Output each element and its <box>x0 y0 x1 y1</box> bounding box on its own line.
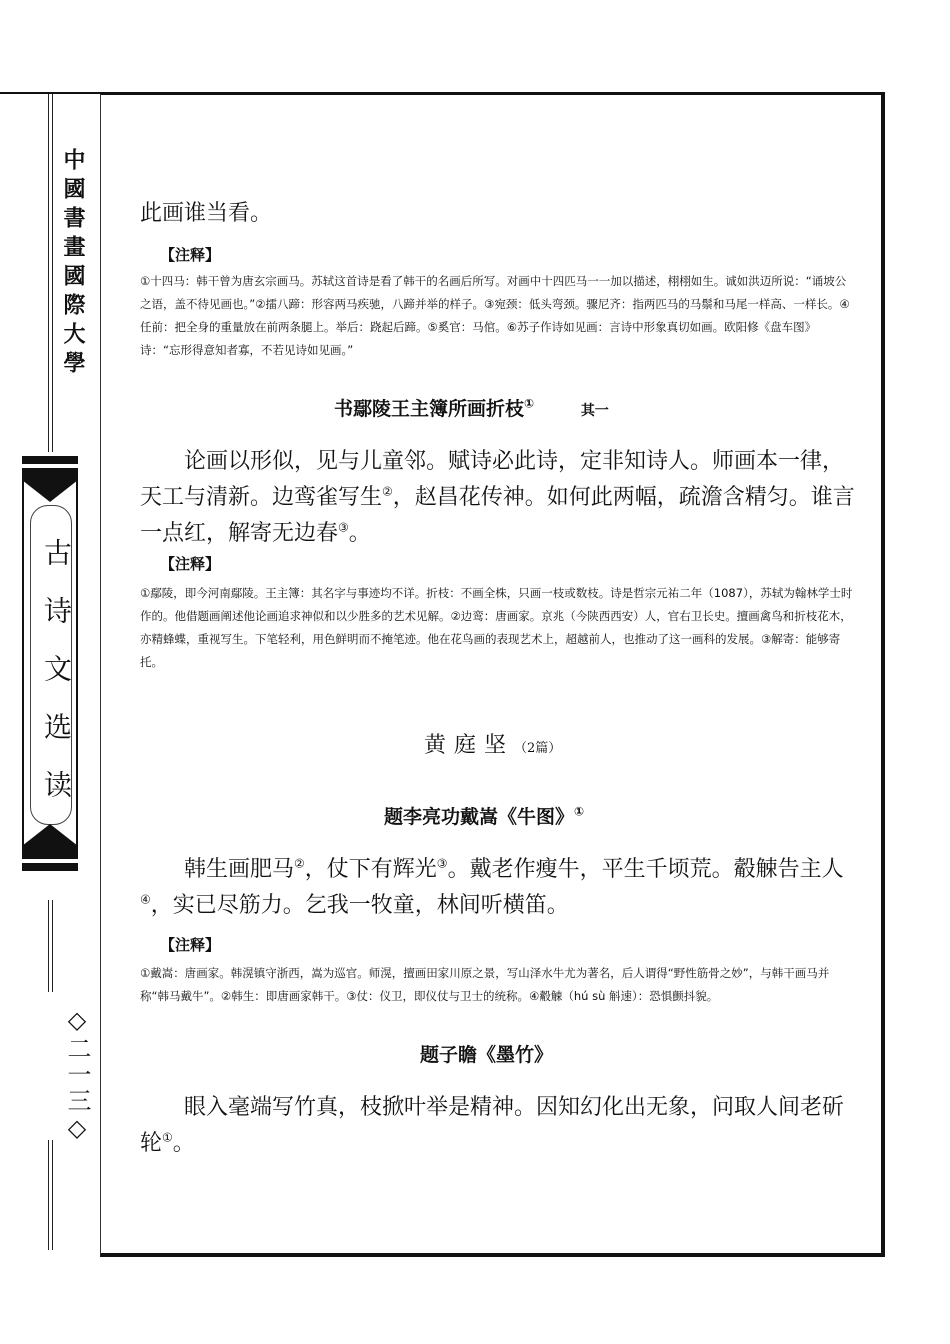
banner-bottom-bar <box>22 863 78 871</box>
banner-bottom-bar <box>22 849 78 859</box>
poem-title-text: 题李亮功戴嵩《牛图》 <box>384 806 575 828</box>
poem-text: ，仗下有辉光 <box>304 857 437 882</box>
note-text: ①戴嵩：唐画家。韩滉镇守浙西，嵩为巡官。师滉，擅画田家川原之景，写山泽水牛尤为著名，后人谓得“野性筋骨之妙”，与韩干画马并称“韩马戴牛”。②韩生：即唐画家韩干。③仗：仪卫，即仪仗与卫士的统称。④觳觫（hú sù 斛速）：恐惧颤抖貌。 <box>140 966 830 1003</box>
footnote-mark: ③ <box>338 520 349 535</box>
page-number: ◇二一三◇ <box>63 1006 91 1144</box>
poem-title <box>334 394 609 421</box>
poem-body <box>140 852 860 924</box>
sidebar-rule-bottom <box>52 1140 53 1250</box>
author-name: 黄庭坚 <box>424 733 515 758</box>
poem-subtitle: 其一 <box>580 403 609 419</box>
poem-text: 韩生画肥马 <box>184 857 295 882</box>
footnote-mark: ③ <box>436 856 448 871</box>
poem-continuation: 此画谁当看。 <box>140 201 273 226</box>
author-heading <box>424 728 561 759</box>
poem-body <box>140 1090 860 1162</box>
poem-text: ，实已尽筋力。乞我一牧童，林间听横笛。 <box>150 893 569 918</box>
poem-title-text: 题子瞻《墨竹》 <box>420 1044 554 1066</box>
sidebar-rule-bottom <box>52 900 53 992</box>
footnote-mark: ① <box>574 804 585 819</box>
banner-top-bar <box>22 456 78 464</box>
footnote-mark: ① <box>524 396 535 411</box>
footnote-mark: ② <box>382 484 393 499</box>
footnote-mark: ① <box>162 1130 173 1145</box>
poem-text: 。 <box>348 521 371 546</box>
note-text: ①十四马：韩干曾为唐玄宗画马。苏轼这首诗是看了韩干的名画后所写。对画中十四匹马一一加以描述，栩栩如生。诚如洪迈所说：“诵坡公之语，盖不待见画也。”②擂八蹄：形容两马疾驰，八蹄并举的样子。③宛颈：低头弯颈。骤尼齐：指两匹马的马鬃和马尾一样高、一样长。④任前：把全身的重量放在前两条腿上。举后：跷起后蹄。⑤奚官：马倌。⑥苏子作诗如见画：言诗中形象真切如画。欧阳修《盘车图》诗：“忘形得意知者寡，不若见诗如见画。” <box>140 274 850 357</box>
poem-title <box>420 1040 553 1067</box>
poem-text: 眼入毫端写竹真，枝掀叶举是精神。因知幻化出无象，问取人间老斫轮 <box>140 1095 845 1156</box>
content-frame <box>100 92 885 1257</box>
footnote-mark: ② <box>294 856 305 871</box>
section-title: 古诗文选读 <box>40 538 73 828</box>
sidebar-rule-top <box>48 92 49 452</box>
author-note: （2篇） <box>514 741 562 756</box>
poem-text: 。 <box>172 1131 195 1156</box>
poem-title <box>384 802 584 829</box>
note-text: ①鄢陵，即今河南鄢陵。王主簿：其名字与事迹均不详。折枝：不画全株，只画一枝或数枝。诗是哲宗元祐二年（1087），苏轼为翰林学士时作的。他借题画阐述他论画追求神似和以少胜多的艺术见解。②边鸾：唐画家。京兆（今陕西西安）人，官右卫长史。擅画禽鸟和折枝花木，亦精蜂蝶，重视写生。下笔轻利，用色鲜明而不掩笔迹。他在花鸟画的表现艺术上，超越前人，也推动了这一画科的发展。③解寄：能够寄托。 <box>140 586 853 669</box>
series-title: 中國書畫國際大學 <box>60 148 86 380</box>
note-heading: 【注释】 <box>160 246 221 264</box>
banner-bottom-cap <box>22 822 78 850</box>
note-heading: 【注释】 <box>160 936 221 954</box>
poem-body <box>140 444 860 552</box>
sidebar-rule-bottom <box>48 900 49 992</box>
sidebar-rule-top <box>52 92 53 452</box>
note-heading: 【注释】 <box>160 555 221 573</box>
top-rule <box>0 92 104 94</box>
poem-text: 论画以形似，见与儿童邻。赋诗必此诗，定非知诗人。师画本一律，天工与清新。边鸾雀写生 <box>140 449 845 510</box>
poem-text: 。戴老作瘦牛，平生千顷荒。觳觫告主人 <box>447 857 844 882</box>
footnote-mark: ④ <box>140 892 151 907</box>
sidebar-rule-bottom <box>48 1140 49 1250</box>
poem-text: ，赵昌花传神。如何此两幅，疏澹含精匀。谁言一点红，解寄无边春 <box>140 485 855 546</box>
poem-title-text: 书鄢陵王主簿所画折枝 <box>334 398 525 420</box>
